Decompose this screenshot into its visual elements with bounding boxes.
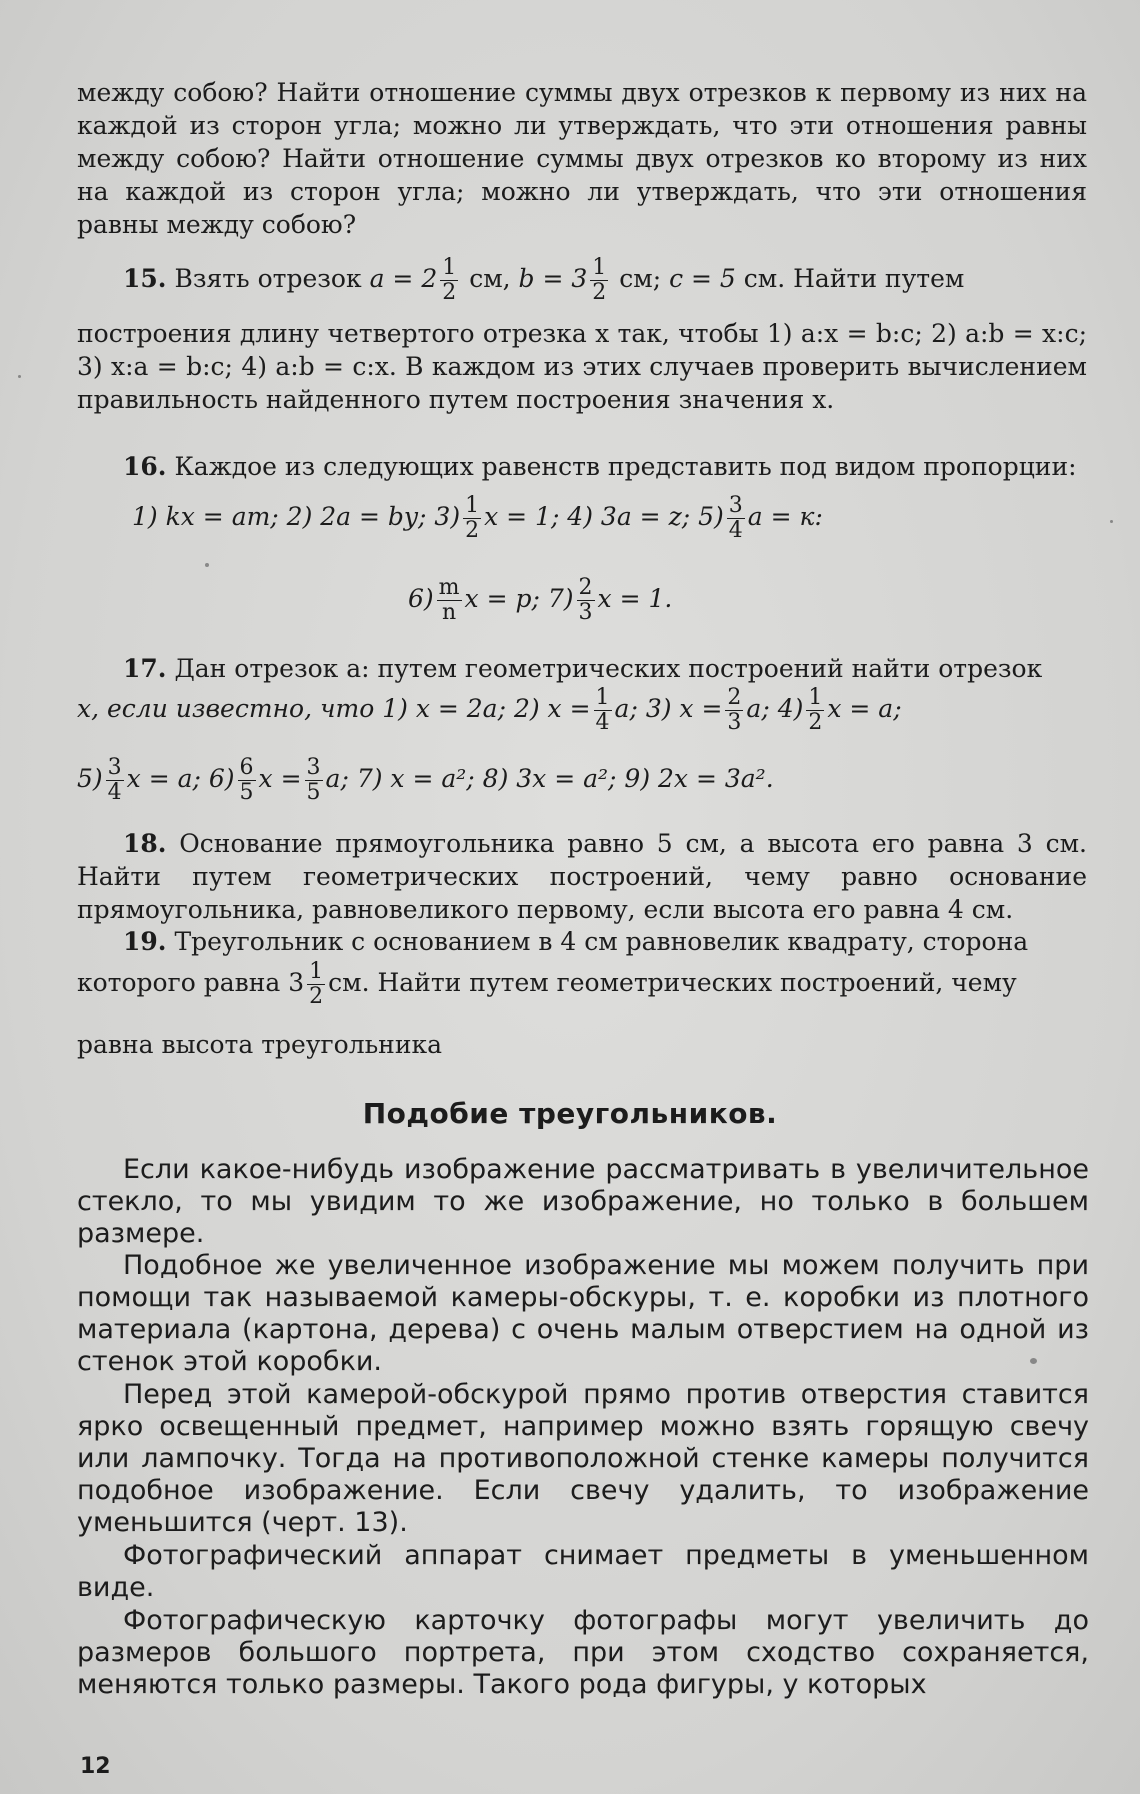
fraction: $\frac{3}{4}$ [728,493,743,543]
problem-number: 15. [123,264,167,293]
fraction: $\frac{1}{4}$ [595,685,610,735]
b-equation: b = 3 [518,264,588,293]
problem-18-text: 18. Основание прямоугольника равно 5 см, а высота его равна 3 см. Найти путем геометрических построений, чему равно основание прямоугольника, равновеликого первому, если высота его равна 4 см. [77,829,1087,924]
problem-16-text: 16. Каждое из следующих равенств представить под видом пропорции: [123,452,1077,481]
intro-paragraph: между собою? Найти отношение суммы двух отрезков к первому из них на каждой из сторон угла; можно ли утверждать, что эти отношения равны между собою? Найти отношение суммы двух отрезков ко второму из них на каждой из сторон угла; можно ли утверждать, что эти отношения равны между собою? [77,78,1087,239]
problem-16-line-1: 1) kx = am; 2) 2a = by; 3) $\frac{1}{2}$ x = 1; 4) 3a = z; 5) $\frac{3}{4}$ a = к: [132,493,823,543]
a-equation: a = 2 [369,264,438,293]
unit-cm: см, [469,264,511,293]
problem-17-line-2: x, если известно, что 1) x = 2a; 2) x = $\frac{1}{4}$ a; 3) x = $\frac{2}{3}$ a; 4) $\frac{1}{2}$ x = a; [77,685,902,735]
problem-19-line-2: которого равна 3 $\frac{1}{2}$ см. Найти путем геометрических построений, чему [77,959,1017,1009]
c-equation: c = 5 [669,264,736,293]
problem-15-first-line [123,256,964,305]
problem-19-line-3: равна высота треугольника [77,1030,443,1059]
print-speck [1030,1358,1037,1364]
fraction: $\frac{1}{2}$ [592,255,607,305]
fraction: $\frac{3}{5}$ [306,755,321,805]
body-paragraph-1: Если какое-нибудь изображение рассматривать в увеличительное стекло, то мы увидим то же изображение, но только в большем размере. [77,1154,1089,1249]
fraction: $\frac{3}{4}$ [107,755,122,805]
problem-15-lead: Взять отрезок [174,264,362,293]
fraction: $\frac{1}{2}$ [309,959,324,1009]
problem-15-text: построения длину четвертого отрезка x так, чтобы 1) a:x = b:c; 2) a:b = x:c; 3) x:a = b:c; 4) a:b = c:x. В каждом из этих случаев проверить вычислением правильность найденного путем построения значения x. [77,319,1087,414]
fraction: $\frac{6}{5}$ [239,755,254,805]
body-paragraph-2: Подобное же увеличенное изображение мы можем получить при помощи так называемой камеры-обскуры, т. е. коробки из плотного материала (картона, дерева) с очень малым отверстием на одной из стенок этой коробки. [77,1250,1089,1377]
print-speck [18,375,21,378]
print-speck [205,563,209,567]
fraction: $\frac{1}{2}$ [808,685,823,735]
fraction: $\frac{1}{2}$ [442,255,457,305]
problem-16-line-2: 6) $\frac{m}{n}$ x = p; 7) $\frac{2}{3}$ x = 1. [408,575,673,625]
problem-15-tail: см. Найти путем [743,264,965,293]
fraction: $\frac{1}{2}$ [465,493,480,543]
section-heading: Подобие треугольников. [362,1097,778,1130]
unit-cm: см; [619,264,662,293]
fraction: $\frac{2}{3}$ [578,575,593,625]
problem-19-text: 19. Треугольник с основанием в 4 см равновелик квадрату, сторона [123,927,1029,956]
body-paragraph-5: Фотографическую карточку фотографы могут увеличить до размеров большого портрета, при этом сходство сохраняется, меняются только размеры. Такого рода фигуры, у которых [77,1605,1089,1700]
page-number: 12 [80,1754,111,1779]
fraction: $\frac{m}{n}$ [438,575,460,625]
problem-17-line-3: 5) $\frac{3}{4}$ x = a; 6) $\frac{6}{5}$ x = $\frac{3}{5}$ a; 7) x = a²; 8) 3x = a²; 9) 2x = 3a². [77,755,774,805]
problem-17-text: 17. Дан отрезок a: путем геометрических построений найти отрезок [123,654,1043,683]
body-paragraph-4: Фотографический аппарат снимает предметы в уменьшенном виде. [77,1540,1089,1603]
body-paragraph-3: Перед этой камерой-обскурой прямо против отверстия ставится ярко освещенный предмет, например можно взять горящую свечу или лампочку. Тогда на противоположной стенке камеры получится подобное изображение. Если свечу удалить, то изображение уменьшится (черт. 13). [77,1379,1089,1538]
fraction: $\frac{2}{3}$ [727,685,742,735]
print-speck [1110,520,1113,523]
